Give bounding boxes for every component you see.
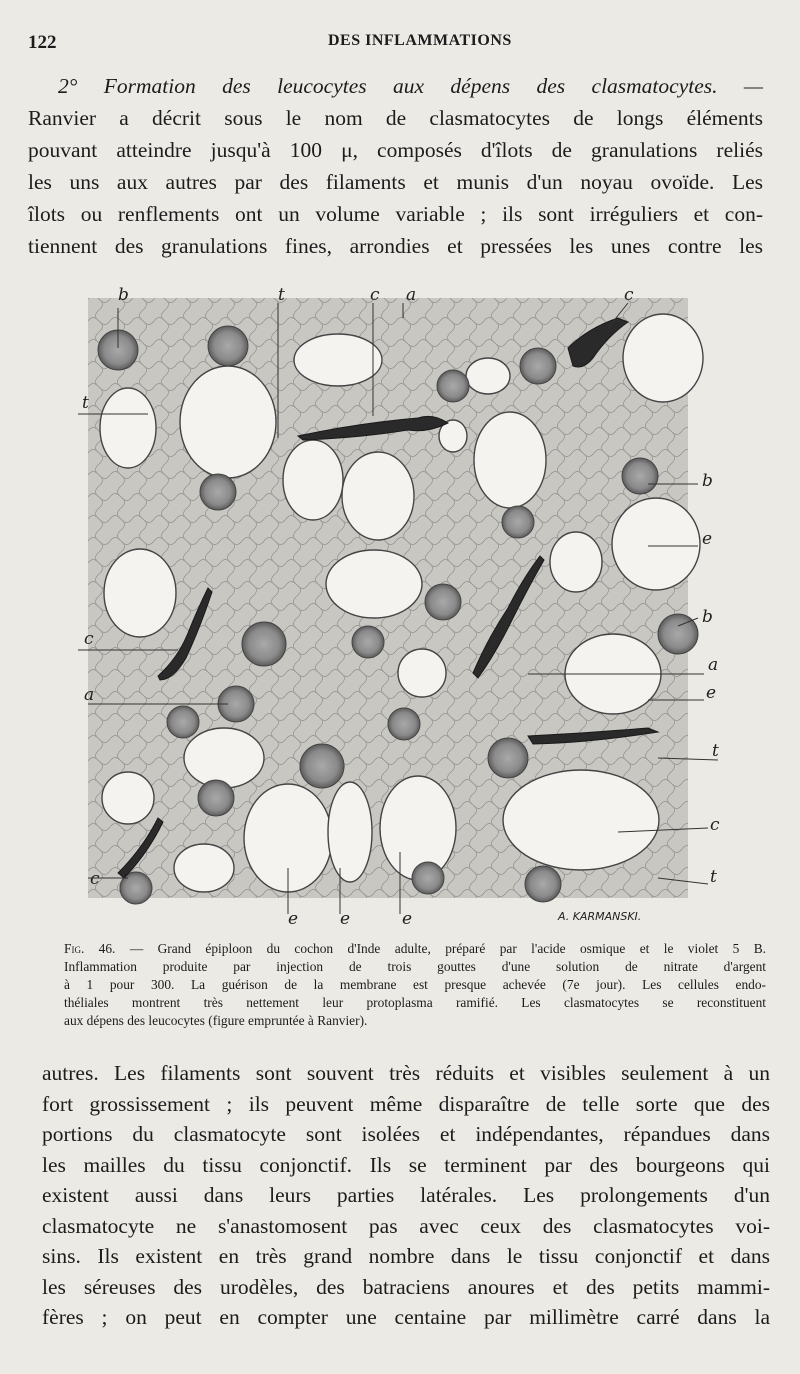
caption-line: théliales montrent très nettement leur protoplasma ramifié. Les clasmatocytes se reconstituent xyxy=(64,995,766,1010)
figure-label-top: c xyxy=(370,285,380,305)
text-line: îlots ou renflements ont un volume variable ; ils sont irréguliers et con- xyxy=(28,202,763,226)
section-heading: 2° Formation des leucocytes aux dépens des clasmatocytes. — xyxy=(58,74,763,98)
text-line: tiennent des granulations fines, arrondies et pressées les unes contre les xyxy=(28,234,763,258)
figure-label-top: c xyxy=(624,285,634,305)
figure-46-illustration xyxy=(82,285,728,929)
figure-label: Fig. 46. xyxy=(64,941,116,956)
figure-label-left: c xyxy=(84,629,94,649)
figure-label-bottom: e xyxy=(402,909,413,929)
caption-line: aux dépens des leucocytes (figure empruntée à Ranvier). xyxy=(64,1013,368,1028)
tissue-drawing xyxy=(82,285,728,929)
figure-label-top: b xyxy=(118,285,129,305)
text-line: existent aussi dans leurs parties latérales. Les prolongements d'un xyxy=(42,1183,770,1207)
text-line: fort grossissement ; ils peuvent même disparaître de telle sorte que des xyxy=(42,1091,770,1116)
caption-line: à 1 pour 300. La guérison de la membrane est presque achevée (7e jour). Les cellules endo- xyxy=(64,977,766,992)
figure-label-left: c xyxy=(90,869,100,889)
figure-label-right: b xyxy=(702,607,713,627)
artist-signature: A. KARMANSKI. xyxy=(558,910,642,923)
text-line: fères ; on peut en compter une centaine par millimètre carré dans la xyxy=(42,1305,770,1329)
text-line: les uns aux autres par des filaments et munis d'un noyau ovoïde. Les xyxy=(28,170,763,194)
figure-label-right: a xyxy=(708,655,719,675)
text-line: portions du clasmatocyte sont isolées et indépendantes, répandues dans xyxy=(42,1122,770,1146)
figure-label-bottom: e xyxy=(340,909,351,929)
figure-label-right: e xyxy=(706,683,717,703)
figure-label-left: t xyxy=(82,393,89,413)
running-title: DES INFLAMMATIONS xyxy=(328,32,512,49)
text-line: autres. Les filaments sont souvent très réduits et visibles seulement à un xyxy=(42,1061,770,1085)
text-line: sins. Ils existent en très grand nombre dans le tissu conjonctif et dans xyxy=(42,1244,770,1268)
figure-label-right: c xyxy=(710,815,720,835)
figure-caption xyxy=(46,940,766,1030)
figure-label-right: t xyxy=(710,867,717,887)
figure-label-right: e xyxy=(702,529,713,549)
caption-text: — Grand épiploon du cochon d'Inde adulte, préparé par l'acide osmique et le violet 5 B. xyxy=(129,941,766,956)
paragraph-bottom xyxy=(42,1058,770,1333)
figure-label-top: a xyxy=(406,285,417,305)
paragraph-top xyxy=(28,70,763,262)
figure-label-bottom: e xyxy=(288,909,299,929)
text-line: clasmatocyte ne s'anastomosent pas avec ceux des clasmatocytes voi- xyxy=(42,1213,770,1238)
page-number: 122 xyxy=(28,32,57,53)
caption-line: Inflammation produite par injection de trois gouttes d'une solution de nitrate d'argent xyxy=(64,959,766,974)
figure-label-top: t xyxy=(278,285,285,305)
figure-label-right: t xyxy=(712,741,719,761)
figure-label-left: a xyxy=(84,685,95,705)
text-line: Ranvier a décrit sous le nom de clasmatocytes de longs éléments xyxy=(28,106,763,130)
text-line: pouvant atteindre jusqu'à 100 μ, composés d'îlots de granulations reliés xyxy=(28,138,763,162)
text-line: les séreuses des urodèles, des batraciens anoures et des petits mammi- xyxy=(42,1274,770,1299)
figure-label-right: b xyxy=(702,471,713,491)
page-header xyxy=(28,28,770,58)
text-line: les mailles du tissu conjonctif. Ils se terminent par des bourgeons qui xyxy=(42,1152,770,1177)
